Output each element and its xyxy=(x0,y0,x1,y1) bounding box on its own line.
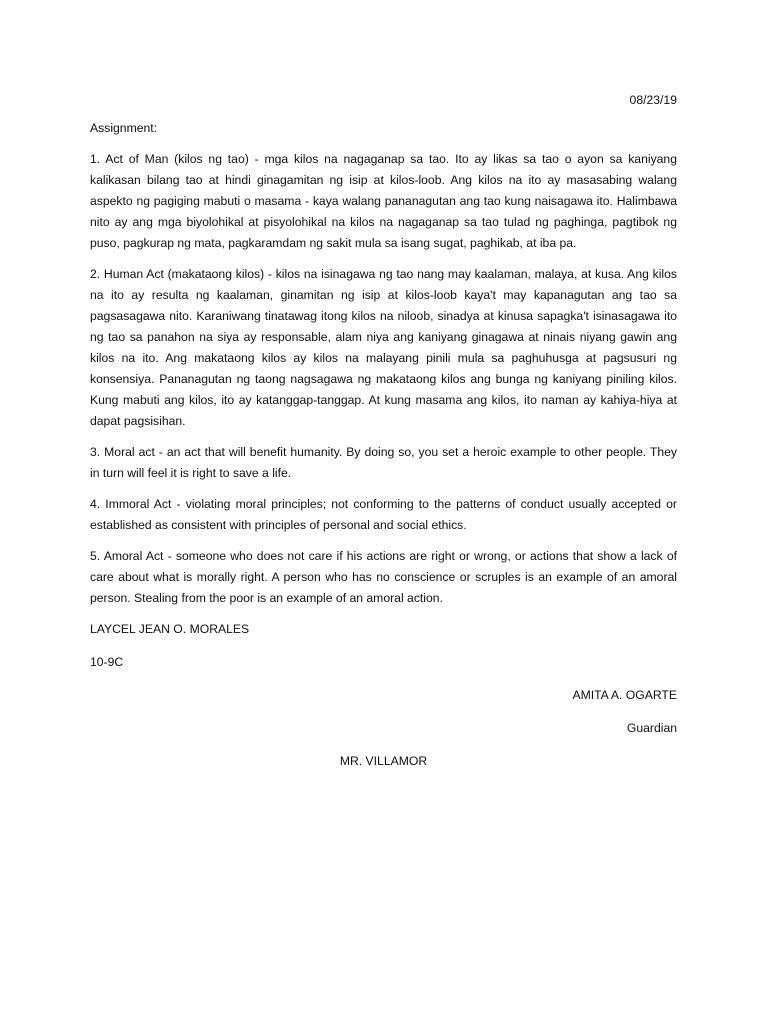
teacher-name: MR. VILLAMOR xyxy=(339,754,428,768)
paragraph-human-act: 2. Human Act (makataong kilos) - kilos na isinagawa ng tao nang may kaalaman, malaya, at kusa. Ang kilos na ito ay resulta ng kaalaman, ginamitan ng isip at kilos-loob kaya't may kapanagutan ang tao sa pagsasagawa nito. Karaniwang tinatawag itong kilos na niloob, sinadya at kinusa sapagka't isinasagawa ito ng tao sa panahon na siya ay responsable, alam niya ang kaniyang ginagawa at ninais niyang gawin ang kilos na ito. Ang makataong kilos ay kilos na malayang pinili mula sa paghuhusga at pagsusuri ng konsensiya. Pananagutan ng taong nagsagawa ng makataong kilos ang bunga ng kaniyang piniling kilos. Kung mabuti ang kilos, ito ay katanggap-tanggap. At kung masama ang kilos, ito naman ay kahiya-hiya at dapat pagsisihan. xyxy=(90,267,677,428)
paragraph-moral-act: 3. Moral act - an act that will benefit humanity. By doing so, you set a heroic example to other people. They in turn will feel it is right to save a life. xyxy=(90,445,677,480)
document-page xyxy=(90,90,677,784)
paragraph-act-of-man: 1. Act of Man (kilos ng tao) - mga kilos na nagaganap sa tao. Ito ay likas sa tao o ayon sa kaniyang kalikasan bilang tao at hindi ginagamitan ng isip at kilos-loob. Ang kilos na ito ay masasabing walang aspekto ng pagiging mabuti o masama - kaya walang pananagutan ang tao kung naisagawa ito. Halimbawa nito ay ang mga biyolohikal at pisyolohikal na kilos na nagaganap sa tao tulad ng paghinga, pagtibok ng puso, pagkurap ng mata, pagkaramdam ng sakit mula sa isang sugat, paghikab, at iba pa. xyxy=(90,152,677,250)
student-section: 10-9C xyxy=(90,655,124,669)
paragraph-amoral-act: 5. Amoral Act - someone who does not care if his actions are right or wrong, or actions that show a lack of care about what is morally right. A person who has no conscience or scruples is an example of an amoral person. Stealing from the poor is an example of an amoral action. xyxy=(90,549,677,605)
guardian-name: AMITA A. OGARTE xyxy=(572,688,677,702)
guardian-label: Guardian xyxy=(626,721,677,735)
document-date: 08/23/19 xyxy=(629,93,677,107)
assignment-heading: Assignment: xyxy=(90,121,158,135)
student-name: LAYCEL JEAN O. MORALES xyxy=(90,622,250,636)
paragraph-immoral-act: 4. Immoral Act - violating moral principles; not conforming to the patterns of conduct usually accepted or established as consistent with principles of personal and social ethics. xyxy=(90,497,677,532)
